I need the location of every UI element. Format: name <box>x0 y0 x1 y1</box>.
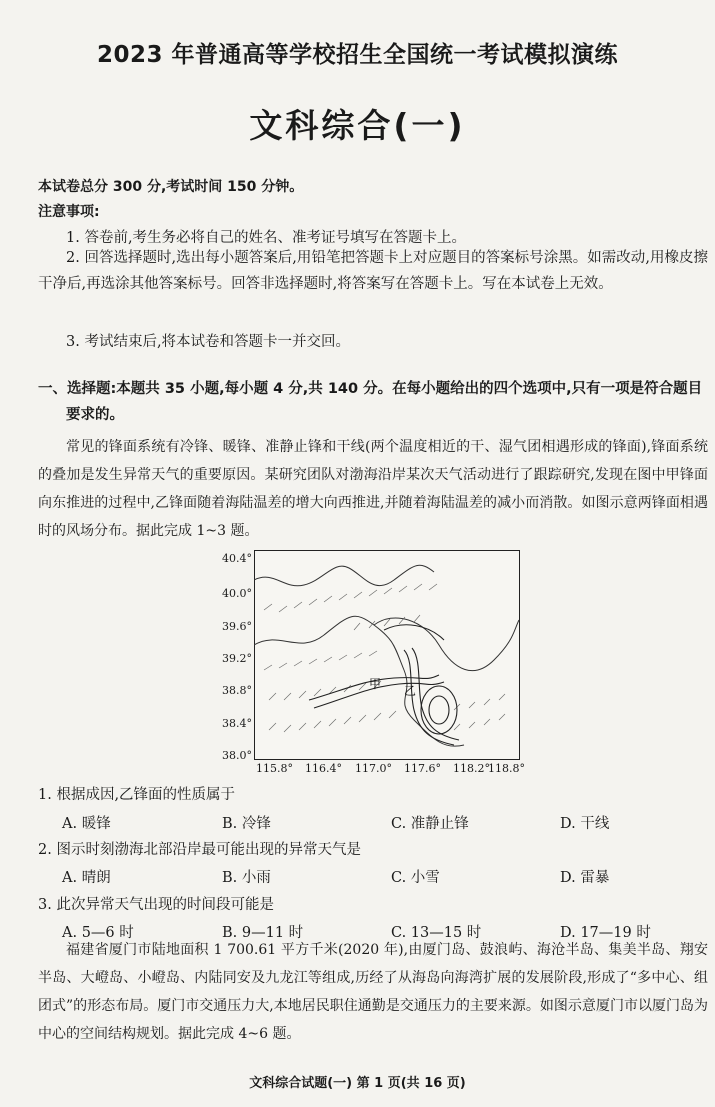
notes-heading: 注意事项: <box>38 204 100 220</box>
y-tick-label: 38.4° <box>222 717 252 730</box>
question-3-stem: 3. 此次异常天气出现的时间段可能是 <box>38 897 274 913</box>
x-tick-label: 115.8° <box>256 762 293 775</box>
y-tick-label: 39.2° <box>222 652 252 665</box>
q3-option-d[interactable]: D. 17—19 时 <box>560 925 651 941</box>
x-tick-label: 118.8° <box>488 762 525 775</box>
x-tick-label: 118.2° <box>453 762 490 775</box>
x-tick-label: 117.6° <box>404 762 441 775</box>
q1-option-c[interactable]: C. 准静止锋 <box>391 816 469 832</box>
weather-map <box>254 550 520 760</box>
note-1: 1. 答卷前,考生务必将自己的姓名、准考证号填写在答题卡上。 <box>66 230 467 246</box>
q3-option-b[interactable]: B. 9—11 时 <box>222 925 304 941</box>
y-tick-label: 40.0° <box>222 587 252 600</box>
front-label-yi: 乙 <box>404 684 417 698</box>
q2-option-c[interactable]: C. 小雪 <box>391 870 440 886</box>
q1-option-a[interactable]: A. 暖锋 <box>62 816 111 832</box>
y-tick-label: 40.4° <box>222 552 252 565</box>
q2-option-a[interactable]: A. 晴朗 <box>62 870 111 886</box>
section-heading: 一、选择题:本题共 35 小题,每小题 4 分,共 140 分。在每小题给出的四个选项中,只有一项是符合题目要求的。 <box>38 381 703 423</box>
question-1-stem: 1. 根据成因,乙锋面的性质属于 <box>38 787 236 803</box>
question-2-stem: 2. 图示时刻渤海北部沿岸最可能出现的异常天气是 <box>38 842 361 858</box>
passage-2: 福建省厦门市陆地面积 1 700.61 平方千米(2020 年),由厦门岛、鼓浪屿、海沧半岛、集美半岛、翔安半岛、大嶝岛、小嶝岛、内陆同安及九龙江等组成,历经了从海岛向海湾扩展的发展阶段,形成了“多中心、组团式”的形态布局。厦门市交通压力大,本地居民职住通勤是交通压力的主要来源。如图示意厦门市以厦门岛为中心的空间结构规划。据此完成 4~6 题。 <box>38 942 708 1042</box>
q3-option-a[interactable]: A. 5—6 时 <box>62 925 134 941</box>
y-tick-label: 39.6° <box>222 620 252 633</box>
y-tick-label: 38.8° <box>222 684 252 697</box>
total-score-note: 本试卷总分 300 分,考试时间 150 分钟。 <box>38 179 304 195</box>
note-2: 2. 回答选择题时,选出每小题答案后,用铅笔把答题卡上对应题目的答案标号涂黑。如需改动,用橡皮擦干净后,再选涂其他答案标号。回答非选择题时,将答案写在答题卡上。写在本试卷上无效。 <box>38 250 708 292</box>
x-tick-label: 116.4° <box>305 762 342 775</box>
passage-1: 常见的锋面系统有冷锋、暖锋、准静止锋和干线(两个温度相近的干、湿气团相遇形成的锋面),锋面系统的叠加是发生异常天气的重要原因。某研究团队对渤海沿岸某次天气活动进行了跟踪研究,发现在图中甲锋面向东推进的过程中,乙锋面随着海陆温差的增大向西推进,并随着海陆温差的减小而消散。如图示意两锋面相遇时的风场分布。据此完成 1~3 题。 <box>38 439 708 539</box>
subject-title: 文科综合(一) <box>249 106 466 145</box>
q1-option-b[interactable]: B. 冷锋 <box>222 816 271 832</box>
note-3: 3. 考试结束后,将本试卷和答题卡一并交回。 <box>66 334 351 350</box>
front-label-jia: 甲 <box>369 677 382 691</box>
exam-title: 2023 年普通高等学校招生全国统一考试模拟演练 <box>96 42 619 68</box>
page-footer: 文科综合试题(一) 第 1 页(共 16 页) <box>249 1076 466 1091</box>
q3-option-c[interactable]: C. 13—15 时 <box>391 925 482 941</box>
q2-option-d[interactable]: D. 雷暴 <box>560 870 610 886</box>
q2-option-b[interactable]: B. 小雨 <box>222 870 271 886</box>
q1-option-d[interactable]: D. 干线 <box>560 816 610 832</box>
x-tick-label: 117.0° <box>355 762 392 775</box>
y-tick-label: 38.0° <box>222 749 252 762</box>
